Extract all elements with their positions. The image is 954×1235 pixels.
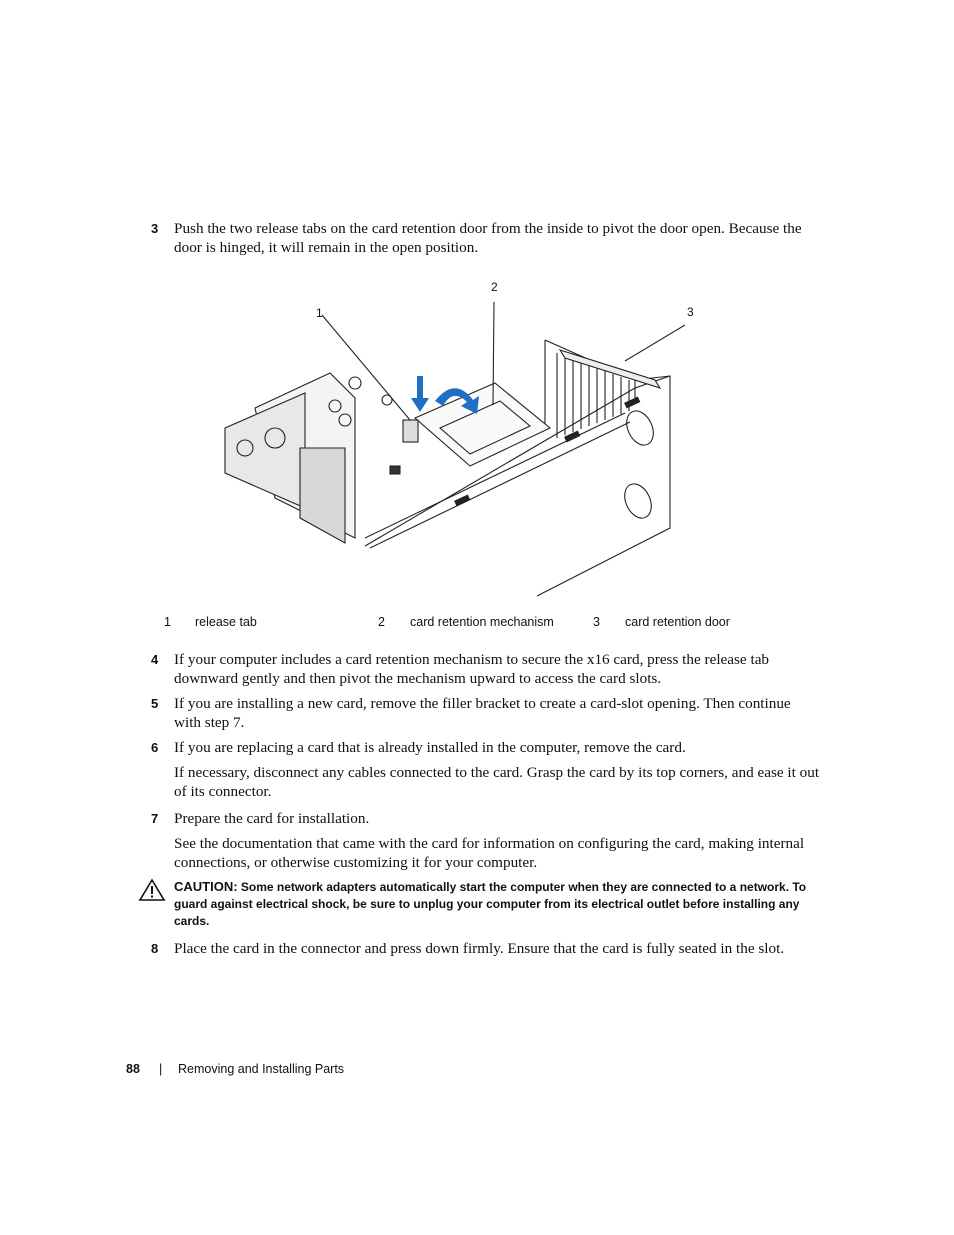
step-4: [151, 650, 821, 688]
release-tab: [403, 420, 418, 442]
legend-label-1: release tab: [195, 615, 257, 629]
callout-1: 1: [316, 306, 323, 320]
step-number: 8: [151, 941, 159, 956]
callout-leader-3: [625, 325, 685, 361]
step-text: Prepare the card for installation.: [174, 810, 370, 827]
card-retention-mechanism: [415, 383, 550, 466]
step-number: 5: [151, 696, 159, 711]
step-text: If your computer includes a card retention mechanism to secure the x16 card, press the release tab downward gently and then pivot the mechanism upward to access the card slots.: [174, 651, 770, 687]
step-number: 6: [151, 740, 159, 755]
callout-2: 2: [491, 280, 498, 294]
legend-number-1: 1: [164, 615, 171, 629]
page-number: 88: [126, 1062, 140, 1076]
panel-cutout: [620, 480, 657, 523]
legend-number-2: 2: [378, 615, 385, 629]
step-7: [151, 809, 821, 828]
step-text: Place the card in the connector and press down firmly. Ensure that the card is fully seated in the slot.: [174, 940, 785, 957]
footer-section-title: Removing and Installing Parts: [178, 1062, 345, 1076]
step-number: 4: [151, 652, 159, 667]
card-retention-figure: [215, 298, 685, 603]
panel-cutout: [622, 407, 659, 450]
step-text: Push the two release tabs on the card retention door from the inside to pivot the door open. Because the door is hinged, it will remain in the open position.: [174, 220, 802, 256]
legend-label-3: card retention door: [625, 615, 730, 629]
step-6: [151, 738, 821, 757]
step-number: 7: [151, 811, 159, 826]
step-5: [151, 694, 821, 732]
step-text: If you are installing a new card, remove the filler bracket to create a card-slot opening. Then continue with step 7.: [174, 695, 791, 731]
footer-separator: |: [159, 1062, 163, 1076]
callout-3: 3: [687, 305, 694, 319]
caution-label: CAUTION:: [174, 879, 238, 894]
step-6-note: If necessary, disconnect any cables connected to the card. Grasp the card by its top corners, and ease it out of its connector.: [174, 764, 820, 800]
legend-label-2: card retention mechanism: [410, 615, 554, 629]
step-text: If you are replacing a card that is already installed in the computer, remove the card.: [174, 739, 686, 756]
step-3: [151, 219, 821, 257]
step-8: [151, 939, 821, 958]
warning-triangle-icon: [138, 878, 166, 902]
card-retention-door: [560, 350, 660, 388]
legend-number-3: 3: [593, 615, 600, 629]
step-number: 3: [151, 221, 159, 236]
caution-body: Some network adapters automatically start the computer when they are connected to a network. To guard against electrical shock, be sure to unplug your computer from its electrical outlet before installing any cards.: [174, 880, 807, 928]
caution-text: [174, 878, 818, 930]
push-down-arrow: [411, 376, 429, 412]
caution-notice: [138, 878, 818, 930]
step-7-note: See the documentation that came with the card for information on configuring the card, making internal connections, or otherwise customizing it for your computer.: [174, 835, 805, 871]
